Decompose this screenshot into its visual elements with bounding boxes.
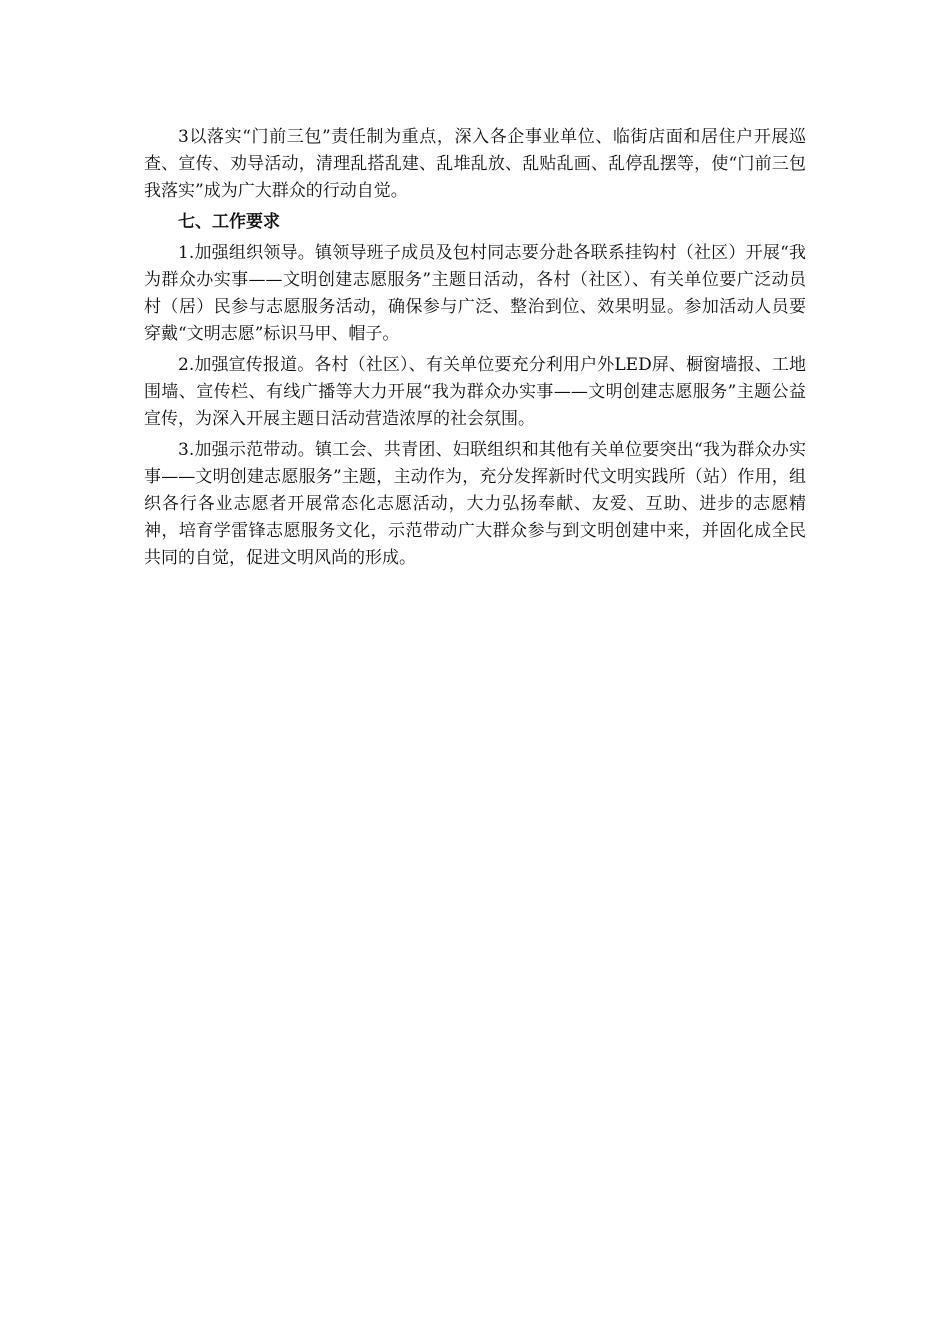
section-heading-work-requirements: 七、工作要求 (178, 212, 280, 232)
paragraph-mengqian-sanbao: 3以落实“门前三包”责任制为重点，深入各企事业单位、临街店面和居住户开展巡查、宣传、劝导活动，清理乱搭乱建、乱堆乱放、乱贴乱画、乱停乱摆等，使“门前三包我落实”成为广大群众的行动自觉。 (144, 127, 806, 201)
paragraph-demonstration: 3.加强示范带动。镇工会、共青团、妇联组织和其他有关单位要突出“我为群众办实事——文明创建志愿服务”主题，主动作为，充分发挥新时代文明实践所（站）作用，组织各行各业志愿者开展常态化志愿活动，大力弘扬奉献、友爱、互助、进步的志愿精神，培育学雷锋志愿服务文化，示范带动广大群众参与到文明创建中来，并固化成全民共同的自觉，促进文明风尚的形成。 (144, 440, 806, 568)
document-body (144, 124, 806, 576)
paragraph-publicity-reporting: 2.加强宣传报道。各村（社区）、有关单位要充分利用户外LED屏、橱窗墙报、工地围墙、宣传栏、有线广播等大力开展“我为群众办实事——文明创建志愿服务”主题公益宣传，为深入开展主题日活动营造浓厚的社会氛围。 (144, 355, 806, 429)
paragraph-organization-leadership: 1.加强组织领导。镇领导班子成员及包村同志要分赴各联系挂钩村（社区）开展“我为群众办实事——文明创建志愿服务”主题日活动，各村（社区）、有关单位要广泛动员村（居）民参与志愿服务活动，确保参与广泛、整治到位、效果明显。参加活动人员要穿戴“文明志愿”标识马甲、帽子。 (144, 243, 806, 344)
